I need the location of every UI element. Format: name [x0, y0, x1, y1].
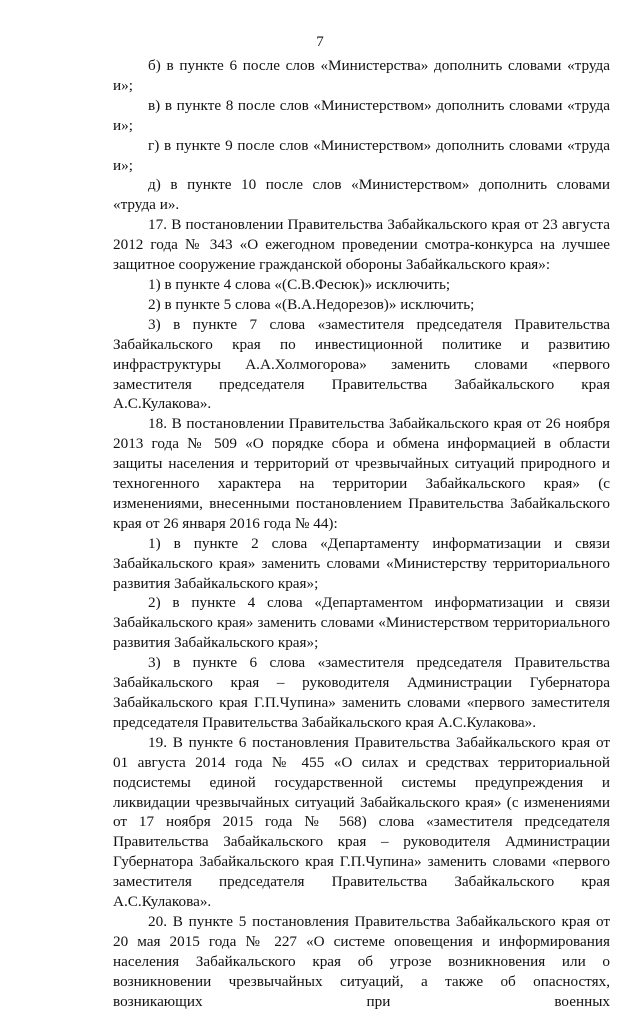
document-body	[113, 56, 610, 1012]
paragraph-18-item-1: 1) в пункте 2 слова «Департаменту информатизации и связи Забайкальского края» заменить словами «Министерству территориального развития Забайкальского края»;	[113, 534, 610, 592]
paragraph-18-item-3: 3) в пункте 6 слова «заместителя председателя Правительства Забайкальского края – руководителя Администрации Губернатора Забайкальского края Г.П.Чупина» заменить словами «первого заместителя председателя Правительства Забайкальского края А.С.Кулакова».	[113, 654, 610, 731]
paragraph-item-v: в) в пункте 8 после слов «Министерством» дополнить словами «труда и»;	[113, 96, 610, 134]
paragraph-17-item-2: 2) в пункте 5 слова «(В.А.Недорезов)» исключить;	[148, 295, 475, 313]
paragraph-20: 20. В пункте 5 постановления Правительства Забайкальского края от 20 мая 2015 года № 227 «О системе оповещения и информирования населения Забайкальского края об угрозе возникновения или о возникновении чрезвычайных ситуаций, а также об опасностях, возникающих при военных	[113, 912, 610, 1010]
paragraph-17-item-3: 3) в пункте 7 слова «заместителя председателя Правительства Забайкальского края по инвестиционной политике и развитию инфраструктуры А.А.Холмогорова» заменить словами «первого заместителя председателя Правительства Забайкальского края А.С.Кулакова».	[113, 315, 610, 413]
paragraph-item-b: б) в пункте 6 после слов «Министерства» дополнить словами «труда и»;	[113, 57, 610, 94]
paragraph-item-d: д) в пункте 10 после слов «Министерством» дополнить словами «труда и».	[113, 176, 610, 214]
page-number: 7	[316, 34, 324, 50]
paragraph-19: 19. В пункте 6 постановления Правительства Забайкальского края от 01 августа 2014 года № 455 «О силах и средствах территориальной подсистемы единой государственной системы предупреждения и ликвидации чрезвычайных ситуаций Забайкальского края» (с изменениями от 17 ноября 2015 года № 568) слова «заместителя председателя Правительства Забайкальского края – руководителя Администрации Губернатора Забайкальского края Г.П.Чупина» заменить словами «первого заместителя председателя Правительства Забайкальского края А.С.Кулакова».	[113, 733, 610, 911]
paragraph-17: 17. В постановлении Правительства Забайкальского края от 23 августа 2012 года № 343 «О ежегодном проведении смотра-конкурса на лучшее защитное сооружение гражданской обороны Забайкальского края»:	[113, 216, 610, 274]
paragraph-18-item-2: 2) в пункте 4 слова «Департаментом информатизации и связи Забайкальского края» заменить словами «Министерством территориального развития Забайкальского края»;	[113, 594, 610, 652]
paragraph-17-item-1: 1) в пункте 4 слова «(С.В.Фесюк)» исключить;	[148, 275, 451, 293]
paragraph-18: 18. В постановлении Правительства Забайкальского края от 26 ноября 2013 года № 509 «О порядке сбора и обмена информацией в области защиты населения и территорий от чрезвычайных ситуаций природного и техногенного характера на территории Забайкальского края» (с изменениями, внесенными постановлением Правительства Забайкальского края от 26 января 2016 года № 44):	[113, 415, 610, 532]
paragraph-item-g: г) в пункте 9 после слов «Министерством» дополнить словами «труда и»;	[113, 136, 610, 174]
